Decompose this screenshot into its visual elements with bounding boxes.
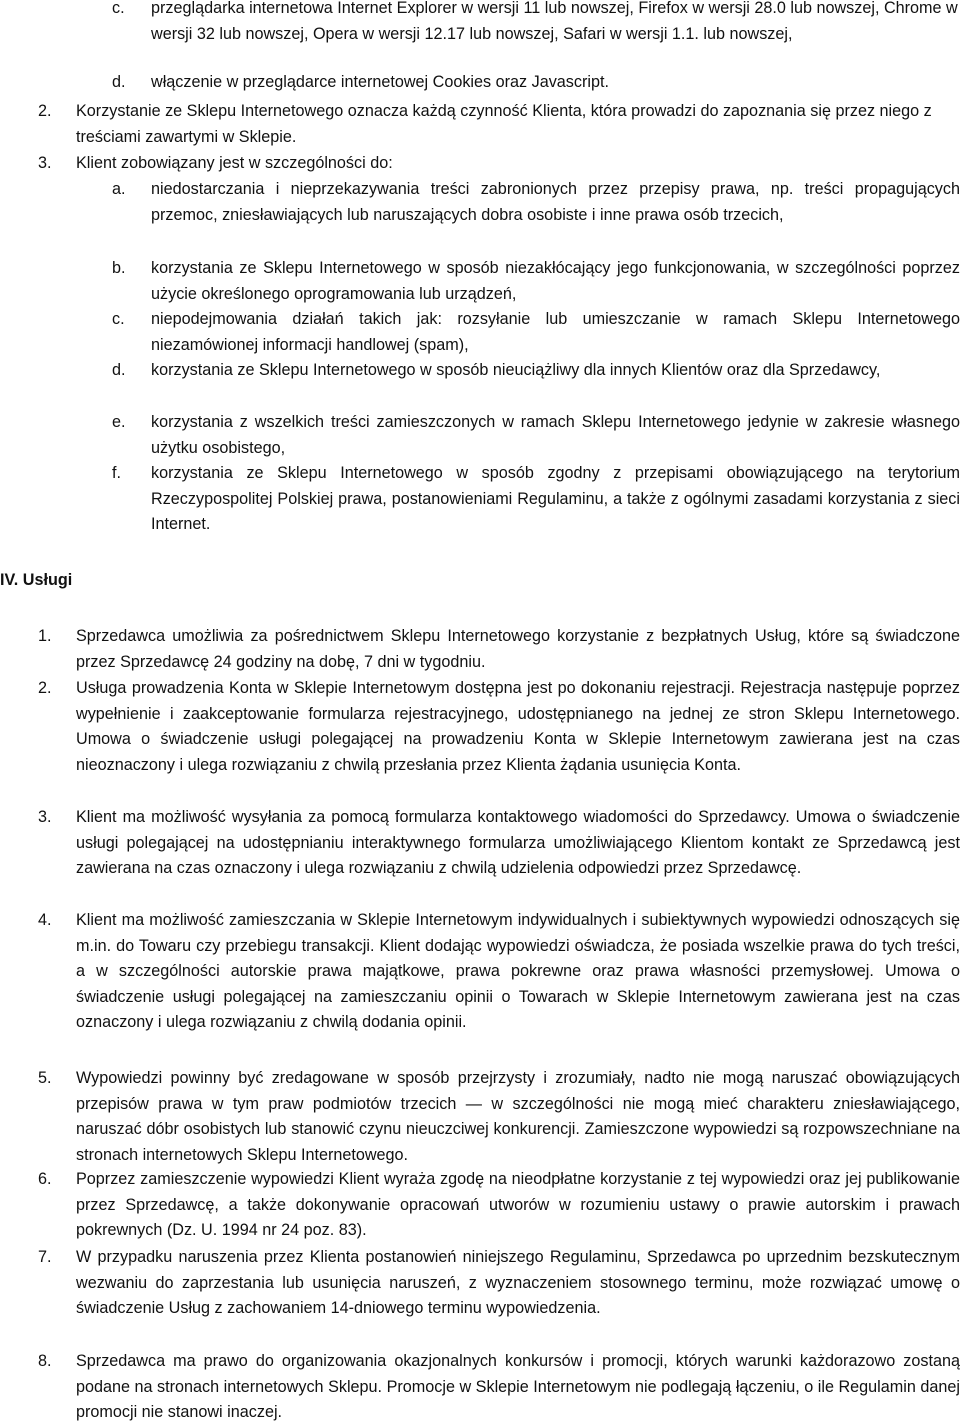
service-number: 7. — [38, 1248, 52, 1266]
item-text: Klient zobowiązany jest w szczególności do: — [76, 154, 393, 172]
service-item — [0, 676, 960, 778]
obligation-text: korzystania ze Sklepu Internetowego w sposób zgodny z przepisami obowiązującego na terytorium Rzeczypospolitej Polskiej prawa, postanowieniami Regulaminu, a także z ogólnymi zasadami korzystania z sieci Internet. — [151, 464, 960, 534]
obligation-marker: c. — [112, 310, 125, 328]
service-item — [0, 805, 960, 882]
service-item — [0, 1066, 960, 1168]
service-number: 8. — [38, 1352, 52, 1370]
obligation-text: korzystania ze Sklepu Internetowego w sposób nieuciążliwy dla innych Klientów oraz dla Sprzedawcy, — [151, 361, 881, 379]
service-number: 2. — [38, 679, 52, 697]
service-text: W przypadku naruszenia przez Klienta postanowień niniejszego Regulaminu, Sprzedawca po uprzednim bezskutecznym wezwaniu do zaprzestania lub usunięcia naruszeń, z wyznaczeniem stosownego terminu, może rozwiązać umowę o świadczenie Usług z zachowaniem 14-dniowego terminu wypowiedzenia. — [76, 1248, 960, 1318]
obligation-item — [0, 358, 960, 384]
item-number: 3. — [38, 154, 52, 172]
service-text: Sprzedawca ma prawo do organizowania okazjonalnych konkursów i promocji, których warunki każdorazowo zostaną podane na stronach internetowych Sklepu. Promocje w Sklepie Internetowym nie podlegają łączeniu, o ile Regulamin danej promocji nie stanowi inaczej. — [76, 1352, 960, 1422]
list-marker: c. — [112, 0, 125, 17]
obligation-text: niepodejmowania działań takich jak: rozsyłanie lub umieszczanie w ramach Sklepu Internetowego niezamówionej informacji handlowej (spam), — [151, 310, 960, 354]
obligation-text: korzystania z wszelkich treści zamieszczonych w ramach Sklepu Internetowego jedynie w zakresie własnego użytku osobistego, — [151, 413, 960, 457]
service-number: 4. — [38, 911, 52, 929]
numbered-item — [0, 99, 960, 150]
service-item — [0, 1245, 960, 1322]
obligation-item — [0, 256, 960, 307]
service-text: Sprzedawca umożliwia za pośrednictwem Sklepu Internetowego korzystanie z bezpłatnych Usług, które są świadczone przez Sprzedawcę 24 godziny na dobę, 7 dni w tygodniu. — [76, 627, 960, 671]
service-number: 5. — [38, 1069, 52, 1087]
obligation-marker: b. — [112, 259, 126, 277]
service-text: Klient ma możliwość zamieszczania w Sklepie Internetowym indywidualnych i subiektywnych wypowiedzi odnoszących się m.in. do Towaru czy przebiegu transakcji. Klient dodając wypowiedzi oświadcza, że posiada wszelkie prawa do tych treści, a w szczególności autorskie prawa majątkowe, prawa pokrewne oraz prawa własności przemysłowej. Umowa o świadczenie usługi polegającej na zamieszczaniu opinii o Towarach w Sklepie Internetowym zawierana jest na czas oznaczony i ulega rozwiązaniu z chwilą dodania opinii. — [76, 911, 960, 1032]
obligation-marker: e. — [112, 413, 126, 431]
list-item-text: przeglądarka internetowa Internet Explorer w wersji 11 lub nowszej, Firefox w wersji 28.0 lub nowszej, Chrome w wersji 32 lub nowszej, Opera w wersji 12.17 lub nowszej, Safari w wersji 1.1. lub nowszej, — [151, 0, 958, 43]
obligation-item — [0, 461, 960, 538]
obligation-marker: d. — [112, 361, 126, 379]
obligation-item — [0, 410, 960, 461]
service-item — [0, 908, 960, 1036]
service-item — [0, 1349, 960, 1426]
service-number: 6. — [38, 1170, 52, 1188]
list-item-text: włączenie w przeglądarce internetowej Cookies oraz Javascript. — [151, 73, 609, 91]
service-item — [0, 1167, 960, 1244]
obligation-marker: f. — [112, 464, 121, 482]
list-item — [0, 70, 960, 96]
item-number: 2. — [38, 102, 52, 120]
service-text: Wypowiedzi powinny być zredagowane w sposób przejrzysty i zrozumiały, nadto nie mogą naruszać obowiązujących przepisów prawa w tym praw podmiotów trzecich — w szczególności nie mogą mieć charakteru zniesławiającego, naruszać dóbr osobistych lub stanowić czynu nieuczciwej konkurencji. Zamieszczone wypowiedzi są rozpowszechniane na stronach internetowych Sklepu Internetowego. — [76, 1069, 960, 1164]
service-number: 1. — [38, 627, 52, 645]
list-item — [0, 0, 960, 47]
list-marker: d. — [112, 73, 126, 91]
item-text: Korzystanie ze Sklepu Internetowego oznacza każdą czynność Klienta, która prowadzi do zapoznania się przez niego z treściami zawartymi w Sklepie. — [76, 102, 932, 146]
obligation-item — [0, 177, 960, 228]
section-heading: IV. Usługi — [0, 571, 73, 589]
obligation-text: korzystania ze Sklepu Internetowego w sposób niezakłócający jego funkcjonowania, w szczególności poprzez użycie określonego oprogramowania lub urządzeń, — [151, 259, 960, 303]
service-text: Poprzez zamieszczenie wypowiedzi Klient wyraża zgodę na nieodpłatne korzystanie z tej wypowiedzi oraz jej publikowanie przez Sprzedawcę, a także dokonywanie opracowań utworów w rozumieniu ustawy o prawie autorskim i prawach pokrewnych (Dz. U. 1994 nr 24 poz. 83). — [76, 1170, 960, 1240]
service-text: Usługa prowadzenia Konta w Sklepie Internetowym dostępna jest po dokonaniu rejestracji. Rejestracja następuje poprzez wypełnienie i zaakceptowanie formularza rejestracyjnego, udostępnianego na jednej ze stron Sklepu Internetowego. Umowa o świadczenie usługi polegającej na prowadzeniu Konta w Sklepie Internetowym zawierana jest na czas nieoznaczony i ulega rozwiązaniu z chwilą przesłania przez Klienta żądania usunięcia Konta. — [76, 679, 960, 774]
service-item — [0, 624, 960, 675]
obligation-marker: a. — [112, 180, 126, 198]
service-number: 3. — [38, 808, 52, 826]
obligation-item — [0, 307, 960, 358]
obligation-text: niedostarczania i nieprzekazywania treści zabronionych przez przepisy prawa, np. treści propagujących przemoc, zniesławiających lub naruszających dobra osobiste i inne prawa osób trzecich, — [151, 180, 960, 224]
service-text: Klient ma możliwość wysyłania za pomocą formularza kontaktowego wiadomości do Sprzedawcy. Umowa o świadczenie usługi polegającej na udostępnianiu interaktywnego formularza umożliwiającego Klientom kontakt ze Sprzedawcą jest zawierana na czas oznaczony i ulega rozwiązaniu z chwilą udzielenia odpowiedzi przez Sprzedawcę. — [76, 808, 960, 878]
numbered-item — [0, 151, 960, 177]
